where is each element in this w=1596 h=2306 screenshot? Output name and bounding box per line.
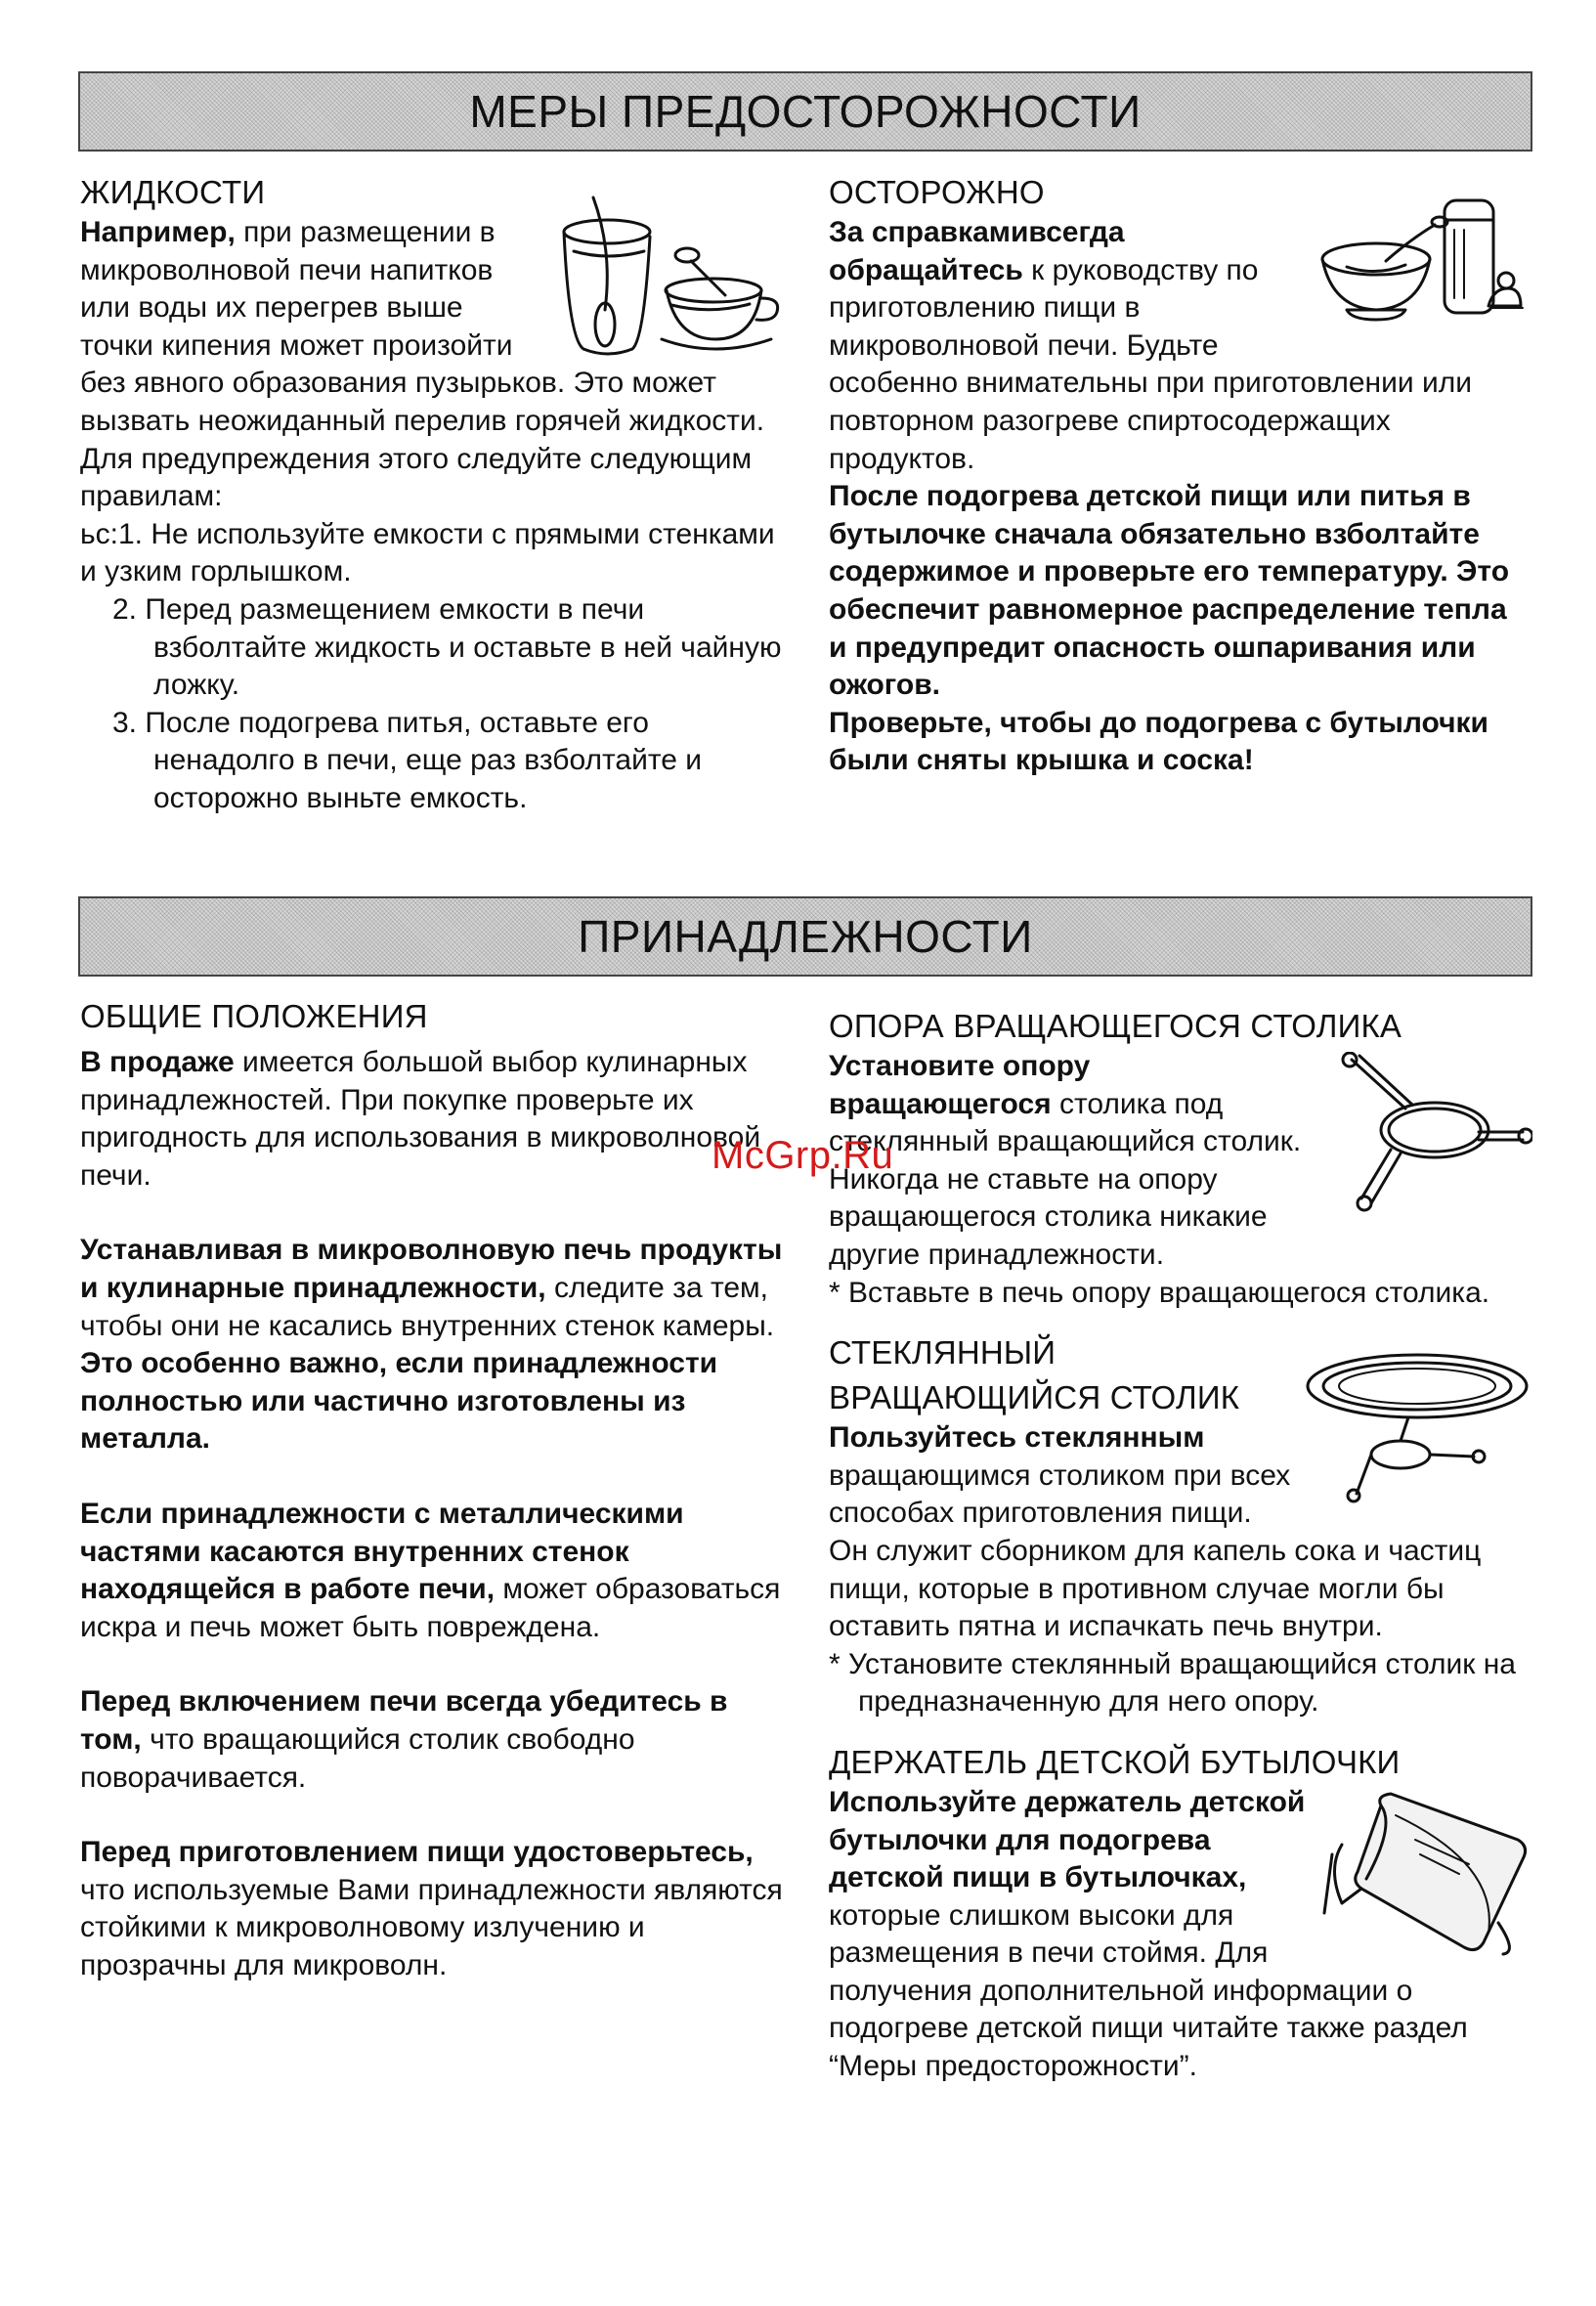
general-p1 (80, 1044, 784, 1195)
liquids-intro-text: при размещении в микроволновой печи напитков или воды их перегрев выше точки кипения может произойти без явного образования пузырьков. Это может вызвать неожиданный перелив горячей жидкости. Для предупреждения этого следуйте следующим правилам: (80, 216, 765, 513)
bowl-and-bottle-illustration (1317, 191, 1528, 337)
banner-accessories-title: ПРИНАДЛЕЖНОСТИ (578, 911, 1033, 962)
glass-tray-p1-bold: Пользуйтесь стеклянным (829, 1421, 1205, 1455)
support-p1-text: столика под стеклянный вращающийся столик. Никогда не ставьте на опору вращающегося столика никакие другие принадлежности. (829, 1087, 1302, 1271)
bottle-holder-p1-bold: Используйте держатель детской бутылочки для подогрева детской пищи в бутылочках, (829, 1785, 1306, 1894)
roller-ring-icon (1332, 1052, 1532, 1213)
caution-p1-text: к руководству по приготовлению пищи в микроволновой печи. Будьте особенно внимательны при приготовлении или повторном разогреве спиртосодержащих продуктов. (829, 253, 1472, 475)
glass-tray-illustration (1303, 1347, 1532, 1503)
section-bottle-holder (829, 1741, 1532, 2086)
general-p2 (80, 1232, 784, 1458)
liquids-rule-2: 2. Перед размещением емкости в печи взболтайте жидкость и оставьте в ней чайную ложку. (112, 592, 782, 702)
caution-heading: ОСТОРОЖНО (829, 174, 1045, 210)
glass-tray-icon (1303, 1347, 1532, 1503)
liquids-intro-bold: Например, (80, 216, 236, 248)
general-p3-bold: Если принадлежности с металлическими частями касаются внутренних стенок находящейся в работе печи, (80, 1497, 684, 1606)
glass-tray-note: * Установите стеклянный вращающийся столик на предназначенную для него опору. (829, 1647, 1516, 1719)
caution-p3: Проверьте, чтобы до подогрева с бутылочки были сняты крышка и соска! (829, 706, 1488, 777)
turntable-support-illustration (1332, 1052, 1532, 1213)
general-p5 (80, 1834, 784, 1984)
liquids-heading: ЖИДКОСТИ (80, 174, 266, 210)
watermark: McGrp.Ru (712, 1134, 894, 1177)
general-heading: ОБЩИЕ ПОЛОЖЕНИЯ (80, 998, 428, 1034)
caution-p2: После подогрева детской пищи или питья в бутылочке сначала обязательно взболтайте содержимое и проверьте его температуру. Это обеспечит равномерное распределение тепла и предупредит опасность ошпаривания или ожогов. (829, 480, 1510, 702)
section-turntable-support (829, 1005, 1532, 1312)
caution-p1-bold: За справкамивсегда обращайтесь (829, 216, 1125, 286)
general-p4-text: что вращающийся столик свободно поворачивается. (80, 1722, 635, 1794)
section-caution (829, 171, 1532, 780)
general-p1-bold: В продаже (80, 1046, 235, 1078)
general-p3-text: может образоваться искра и печь может быть повреждена. (80, 1573, 781, 1643)
bowl-and-bottle-icon (1317, 191, 1528, 337)
support-heading: ОПОРА ВРАЩАЮЩЕГОСЯ СТОЛИКА (829, 1008, 1402, 1044)
general-p2-text: следите за тем, чтобы они не касались внутренних стенок камеры. (80, 1271, 775, 1342)
glass-tray-heading-line-2: ВРАЩАЮЩИЙСЯ СТОЛИК (829, 1379, 1240, 1416)
liquids-rule-1: ьс:1. Не используйте емкости с прямыми стенками и узким горлышком. (80, 517, 775, 588)
section-general (80, 995, 784, 1984)
bottle-holder-icon (1322, 1786, 1532, 1957)
general-p2-bold-2: Это особенно важно, если принадлежности полностью или частично изготовлены из металла. (80, 1347, 718, 1456)
bottle-holder-illustration (1322, 1786, 1532, 1957)
support-p1-bold: Установите опору вращающегося (829, 1050, 1091, 1120)
general-p3 (80, 1496, 784, 1646)
general-p1-text: имеется большой выбор кулинарных принадлежностей. При покупке проверьте их пригодность для использования в микроволновой печи. (80, 1046, 761, 1192)
glass-tray-p1-text: вращающимся столиком при всех способах приготовления пищи. Он служит сборником для капель сока и частиц пищи, которые в противном случае могли бы оставить пятна и испачкать печь внутри. (829, 1458, 1482, 1643)
general-p5-bold: Перед приготовлением пищи удостоверьтесь, (80, 1836, 754, 1869)
cup-and-spoon-icon (554, 193, 784, 364)
glass-tray-heading-line-1: СТЕКЛЯННЫЙ (829, 1334, 1057, 1371)
cup-and-spoon-illustration (554, 193, 784, 364)
support-note: * Вставьте в печь опору вращающегося столика. (829, 1276, 1490, 1309)
bottle-holder-p1-text: которые слишком высоки для размещения в печи стоймя. Для получения дополнительной информации о подогреве детской пищи читайте также раздел “Меры предосторожности”. (829, 1898, 1468, 2083)
banner-precautions (78, 71, 1532, 152)
section-glass-tray (829, 1331, 1532, 1721)
general-p5-text: что используемые Вами принадлежности являются стойкими к микроволновому излучению и прозрачны для микроволн. (80, 1873, 783, 1981)
general-p4-bold: Перед включением печи всегда убедитесь в том, (80, 1685, 728, 1756)
general-p2-bold: Устанавливая в микроволновую печь продукты и кулинарные принадлежности, (80, 1234, 783, 1304)
section-accessories-right (829, 1005, 1532, 2086)
general-p4 (80, 1683, 784, 1797)
liquids-rule-3: 3. После подогрева питья, оставьте его ненадолго в печи, еще раз взболтайте и осторожно выньте емкость. (112, 706, 703, 814)
bottle-holder-heading: ДЕРЖАТЕЛЬ ДЕТСКОЙ БУТЫЛОЧКИ (829, 1743, 1401, 1780)
banner-accessories (78, 896, 1532, 977)
section-liquids (80, 171, 784, 818)
banner-precautions-title: МЕРЫ ПРЕДОСТОРОЖНОСТИ (469, 86, 1142, 137)
